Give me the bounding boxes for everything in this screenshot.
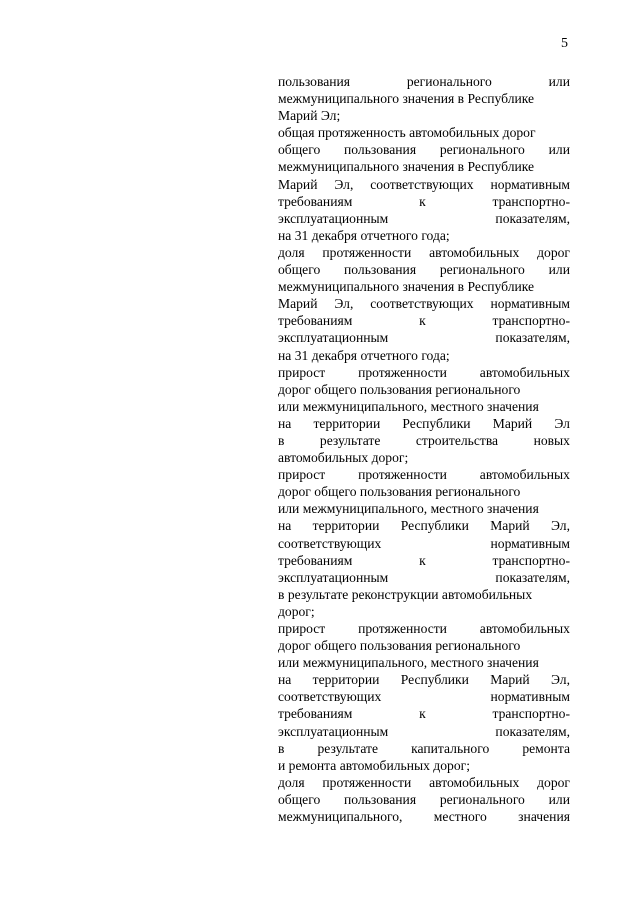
text-line bbox=[278, 261, 570, 278]
text-line bbox=[278, 586, 570, 603]
text-segment: на 31 декабря отчетного года; bbox=[278, 227, 450, 243]
text-segment: требованиям bbox=[278, 552, 353, 568]
text-segment: пользования bbox=[344, 142, 417, 158]
text-segment: в результате реконструкции автомобильных bbox=[278, 586, 533, 602]
text-segment: требованиям bbox=[278, 313, 353, 329]
text-segment: к bbox=[419, 193, 426, 209]
text-line bbox=[278, 740, 570, 757]
text-segment: или bbox=[548, 262, 570, 278]
text-line bbox=[278, 671, 570, 688]
text-line bbox=[278, 415, 570, 432]
text-segment: эксплуатационным bbox=[278, 723, 389, 739]
text-line bbox=[278, 603, 570, 620]
text-line bbox=[278, 347, 570, 364]
text-segment: соответствующих bbox=[278, 689, 382, 705]
text-segment: регионального bbox=[439, 791, 525, 807]
text-segment: или межмуниципального, местного значения bbox=[278, 398, 539, 414]
text-segment: дорог общего пользования регионального bbox=[278, 638, 521, 654]
text-segment: или межмуниципального, местного значения bbox=[278, 501, 539, 517]
text-line bbox=[278, 757, 570, 774]
text-segment: Республики bbox=[400, 518, 469, 534]
text-segment: соответствующих bbox=[370, 296, 474, 312]
text-line bbox=[278, 723, 570, 740]
text-segment: протяженности bbox=[358, 621, 447, 636]
text-segment: Эл, bbox=[334, 176, 354, 192]
text-segment: или bbox=[548, 791, 570, 807]
text-segment: на bbox=[278, 672, 292, 688]
text-line bbox=[278, 774, 570, 791]
text-line bbox=[278, 654, 570, 671]
text-segment: дорог bbox=[537, 244, 570, 260]
text-segment: дорог общего пользования регионального bbox=[278, 484, 521, 500]
text-line bbox=[278, 466, 570, 483]
text-segment: на 31 декабря отчетного года; bbox=[278, 347, 450, 363]
text-segment: эксплуатационным bbox=[278, 569, 389, 585]
text-segment: общего bbox=[278, 262, 321, 278]
text-segment: результате bbox=[319, 432, 381, 448]
text-segment: доля bbox=[278, 774, 305, 790]
text-line bbox=[278, 176, 570, 193]
text-segment: к bbox=[419, 313, 426, 329]
document-text bbox=[278, 73, 570, 825]
text-line bbox=[278, 312, 570, 329]
text-segment: транспортно- bbox=[492, 313, 570, 329]
text-segment: нормативным bbox=[490, 535, 570, 551]
text-segment: местного bbox=[433, 809, 487, 825]
text-segment: транспортно- bbox=[492, 552, 570, 568]
text-segment: или bbox=[548, 74, 570, 89]
text-segment: результате bbox=[317, 740, 379, 756]
text-segment: Эл, bbox=[550, 672, 570, 688]
text-line bbox=[278, 449, 570, 466]
text-segment: Марий Эл; bbox=[278, 108, 341, 124]
text-segment: автомобильных bbox=[429, 774, 520, 790]
text-line bbox=[278, 193, 570, 210]
text-segment: Республики bbox=[402, 415, 471, 431]
text-segment: дорог общего пользования регионального bbox=[278, 381, 521, 397]
text-line bbox=[278, 141, 570, 158]
text-segment: к bbox=[419, 552, 426, 568]
text-segment: протяженности bbox=[322, 774, 412, 790]
text-segment: регионального bbox=[439, 262, 525, 278]
text-line bbox=[278, 791, 570, 808]
text-segment: Эл, bbox=[334, 296, 354, 312]
text-segment: Марий bbox=[492, 415, 533, 431]
text-line bbox=[278, 278, 570, 295]
text-segment: территории bbox=[312, 518, 380, 534]
text-segment: автомобильных дорог; bbox=[278, 450, 409, 466]
text-line bbox=[278, 432, 570, 449]
text-segment: или межмуниципального, местного значения bbox=[278, 655, 539, 671]
text-line bbox=[278, 364, 570, 381]
text-line bbox=[278, 552, 570, 569]
text-segment: Марий bbox=[278, 176, 318, 192]
text-segment: на bbox=[278, 518, 292, 534]
text-segment: соответствующих bbox=[278, 535, 382, 551]
text-segment: автомобильных bbox=[479, 364, 570, 380]
text-segment: дорог; bbox=[278, 603, 315, 619]
text-segment: протяженности bbox=[358, 467, 447, 483]
text-segment: автомобильных bbox=[479, 467, 570, 483]
text-line bbox=[278, 705, 570, 722]
text-line bbox=[278, 483, 570, 500]
text-line bbox=[278, 329, 570, 346]
text-segment: межмуниципального значения в Республике bbox=[278, 279, 535, 295]
text-segment: строительства bbox=[415, 432, 499, 448]
text-line bbox=[278, 535, 570, 552]
text-segment: Марий bbox=[278, 296, 318, 312]
text-segment: нормативным bbox=[490, 689, 570, 705]
text-segment: пользования bbox=[344, 262, 417, 278]
text-segment: общая протяженность автомобильных дорог bbox=[278, 125, 536, 141]
text-segment: Эл bbox=[554, 415, 570, 431]
text-line bbox=[278, 569, 570, 586]
text-segment: транспортно- bbox=[492, 193, 570, 209]
text-segment: значения bbox=[518, 809, 570, 825]
text-segment: доля bbox=[278, 244, 305, 260]
text-segment: эксплуатационным bbox=[278, 330, 389, 346]
text-segment: Республики bbox=[400, 672, 469, 688]
text-line bbox=[278, 808, 570, 825]
text-segment: в bbox=[278, 740, 285, 756]
text-segment: протяженности bbox=[322, 244, 412, 260]
text-segment: нормативным bbox=[490, 176, 570, 192]
text-line bbox=[278, 210, 570, 227]
text-segment: ремонта bbox=[522, 740, 570, 756]
text-segment: соответствующих bbox=[370, 176, 474, 192]
text-segment: прирост bbox=[278, 467, 326, 483]
text-segment: показателям, bbox=[495, 569, 570, 585]
text-line bbox=[278, 124, 570, 141]
text-segment: капитального bbox=[411, 740, 490, 756]
text-segment: транспортно- bbox=[492, 706, 570, 722]
text-segment: общего bbox=[278, 791, 321, 807]
text-segment: эксплуатационным bbox=[278, 210, 389, 226]
text-segment: регионального bbox=[439, 142, 525, 158]
text-line bbox=[278, 73, 570, 90]
text-segment: межмуниципального значения в Республике bbox=[278, 91, 535, 107]
text-line bbox=[278, 295, 570, 312]
text-line bbox=[278, 637, 570, 654]
text-segment: дорог bbox=[537, 774, 570, 790]
text-segment: и ремонта автомобильных дорог; bbox=[278, 757, 470, 773]
text-segment: на bbox=[278, 415, 292, 431]
text-line bbox=[278, 620, 570, 637]
text-segment: Марий bbox=[490, 672, 530, 688]
text-line bbox=[278, 398, 570, 415]
text-line bbox=[278, 244, 570, 261]
text-segment: прирост bbox=[278, 364, 326, 380]
text-segment: требованиям bbox=[278, 193, 353, 209]
text-segment: общего bbox=[278, 142, 321, 158]
text-line bbox=[278, 517, 570, 534]
text-segment: Марий bbox=[490, 518, 530, 534]
text-segment: показателям, bbox=[495, 210, 570, 226]
text-segment: пользования bbox=[278, 74, 351, 89]
text-segment: прирост bbox=[278, 621, 326, 636]
text-segment: в bbox=[278, 432, 285, 448]
text-segment: пользования bbox=[344, 791, 417, 807]
text-segment: автомобильных bbox=[479, 621, 570, 636]
text-segment: территории bbox=[313, 415, 381, 431]
text-segment: показателям, bbox=[495, 723, 570, 739]
text-segment: Эл, bbox=[550, 518, 570, 534]
text-line bbox=[278, 500, 570, 517]
text-segment: регионального bbox=[406, 74, 492, 89]
text-segment: или bbox=[548, 142, 570, 158]
text-segment: требованиям bbox=[278, 706, 353, 722]
text-line bbox=[278, 381, 570, 398]
text-line bbox=[278, 688, 570, 705]
text-line bbox=[278, 90, 570, 107]
text-line bbox=[278, 158, 570, 175]
page-number: 5 bbox=[561, 36, 568, 51]
text-segment: межмуниципального значения в Республике bbox=[278, 159, 535, 175]
text-segment: показателям, bbox=[495, 330, 570, 346]
text-segment: нормативным bbox=[490, 296, 570, 312]
text-segment: автомобильных bbox=[429, 244, 520, 260]
text-segment: межмуниципального, bbox=[278, 809, 403, 825]
text-segment: к bbox=[419, 706, 426, 722]
text-line bbox=[278, 107, 570, 124]
text-segment: территории bbox=[312, 672, 380, 688]
text-line bbox=[278, 227, 570, 244]
text-segment: протяженности bbox=[358, 364, 447, 380]
text-segment: новых bbox=[533, 432, 570, 448]
